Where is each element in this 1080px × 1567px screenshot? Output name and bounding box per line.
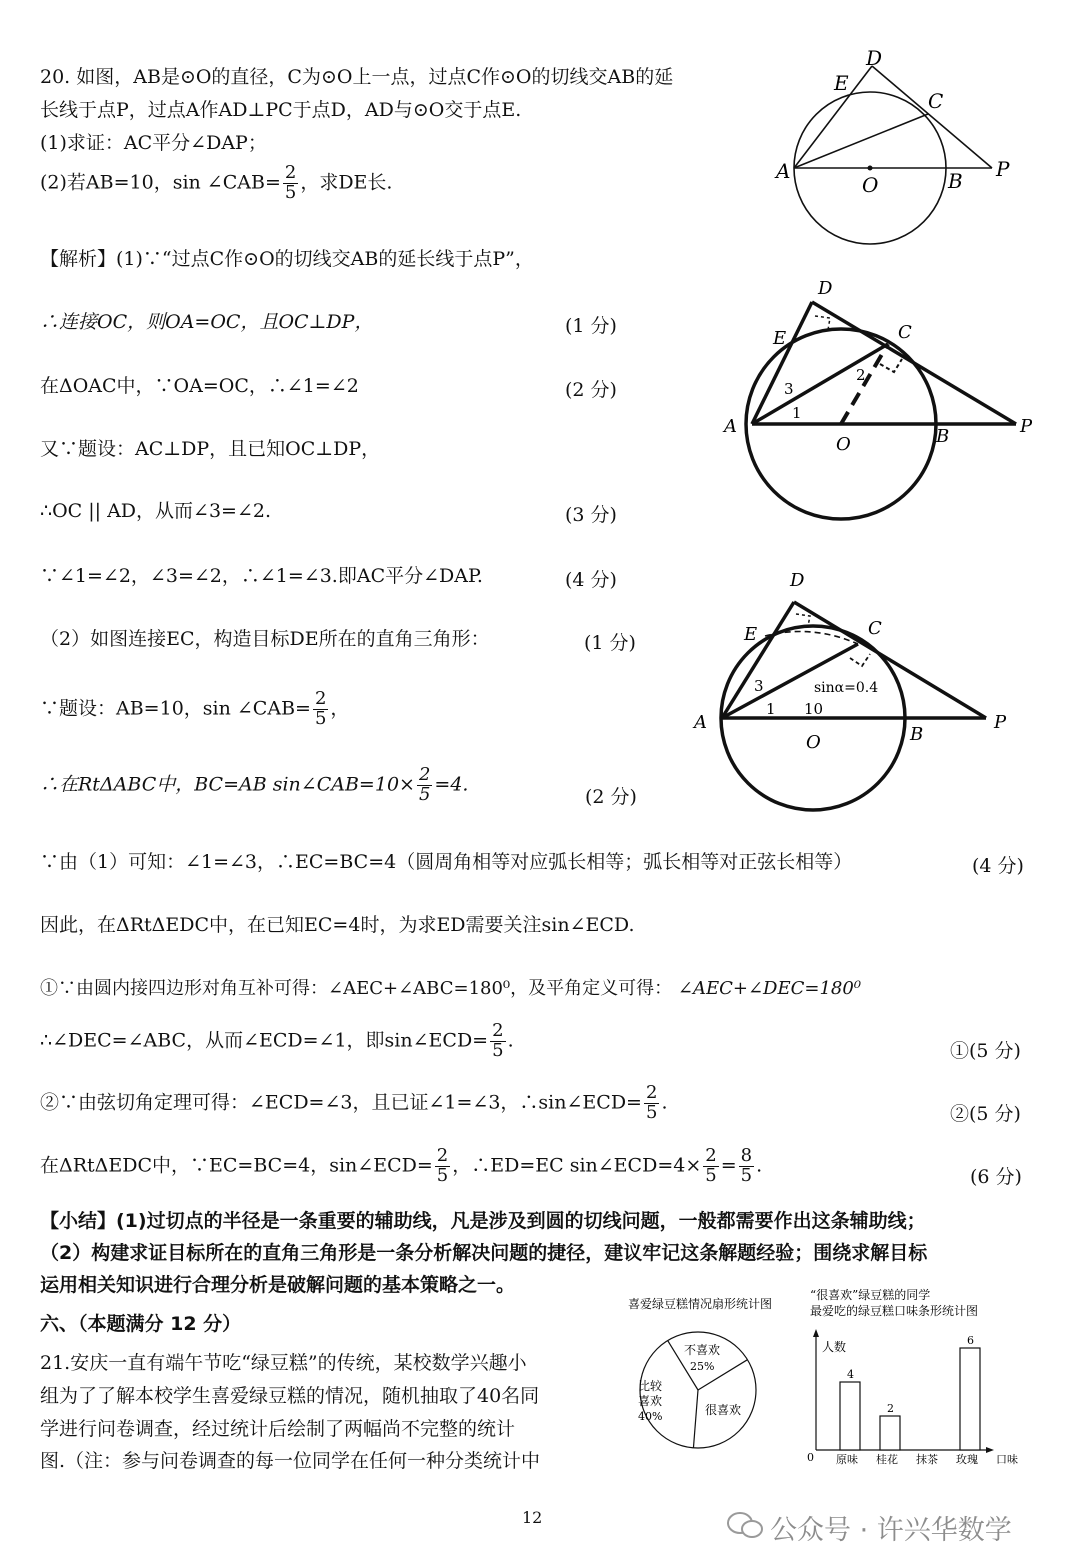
solution-line7: （2）如图连接EC，构造目标DE所在的直角三角形：: [40, 628, 490, 650]
solution-line6: ∵∠1=∠2，∠3=∠2，∴∠1=∠3.即AC平分∠DAP.: [40, 565, 483, 587]
length-10: 10: [804, 700, 824, 718]
summary-line2: （2）构建求证目标所在的直角三角形是一条分析解决问题的捷径，建议牢记这条解题经验；围绕求解目标: [40, 1242, 928, 1264]
fraction-2-5: [283, 164, 298, 203]
pie-label-like-a: 比较: [638, 1379, 663, 1393]
fraction-2-5: [435, 1147, 450, 1186]
l9-post: =4.: [434, 773, 469, 796]
angle-3: 3: [754, 677, 764, 695]
score-2: (2 分): [565, 379, 617, 401]
bar-桂花: [880, 1416, 900, 1450]
l15-a: 在ΔRtΔEDC中，∵EC=BC=4，sin∠ECD=: [40, 1154, 433, 1177]
label-a: A: [694, 712, 707, 733]
bar-value-label: 2: [887, 1402, 894, 1415]
bar-category-label: 原味: [836, 1453, 858, 1466]
problem-20-part2: [40, 164, 392, 203]
line-dp: [812, 302, 1016, 424]
frac-num: 2: [314, 688, 327, 709]
bar-chart: [800, 1285, 1036, 1485]
origin-label: 0: [807, 1451, 814, 1464]
fraction-2-5: [417, 766, 432, 805]
frac-den: 5: [418, 783, 431, 805]
problem-21-line4: 图.（注：参与问卷调查的每一位同学在任何一种分类统计中: [40, 1450, 541, 1472]
label-b: B: [936, 426, 950, 447]
solution-line9: [40, 766, 468, 805]
score-p2-1: (1 分): [584, 632, 636, 654]
pie-label-like-percent: 40%: [638, 1410, 663, 1423]
figure-circle-tangent-2: [718, 272, 1048, 522]
pie-label-like-b: 喜欢: [638, 1394, 663, 1408]
fraction-8-5: [739, 1147, 754, 1186]
label-e: E: [773, 328, 787, 349]
line-dp: [872, 66, 992, 168]
frac-num: 2: [436, 1145, 449, 1166]
watermark: 公众号 · 许兴华数学: [770, 1515, 1012, 1546]
frac-den: 5: [740, 1164, 753, 1186]
label-d: D: [790, 570, 805, 591]
solution-line14: [40, 1084, 667, 1123]
bar-title-line2: 最爱吃的绿豆糕口味条形统计图: [810, 1304, 979, 1318]
l8-post: ，: [330, 697, 350, 720]
frac-den: 5: [492, 1039, 504, 1061]
pie-label-dislike-percent: 25%: [690, 1360, 715, 1373]
score-p2-3: (4 分): [972, 855, 1024, 877]
l15-b: ，∴ED=EC sin∠ECD=4×: [452, 1154, 702, 1177]
l15-d: .: [756, 1154, 763, 1177]
page-number: 12: [522, 1508, 543, 1527]
solution-line4: 又∵题设：AC⊥DP，且已知OC⊥DP，: [40, 438, 381, 460]
angle-1: 1: [792, 404, 802, 422]
score-3: (3 分): [565, 504, 617, 526]
frac-num: 2: [284, 162, 297, 183]
bar-category-label: 桂花: [876, 1453, 898, 1466]
l12-a: ①∵由圆内接四边形对角互补可得：∠AEC+∠ABC=180⁰，及平角定义可得：: [40, 978, 673, 999]
frac-num: 2: [492, 1020, 504, 1041]
fraction-2-5: [313, 690, 328, 729]
section-6-heading: 六、（本题满分 12 分）: [40, 1313, 242, 1335]
label-o: O: [862, 173, 879, 197]
l8-pre: ∵题设：AB=10，sin ∠CAB=: [40, 697, 311, 720]
frac-num: 2: [418, 764, 431, 785]
bar-value-label: 6: [967, 1334, 974, 1347]
problem-21-line3: 学进行问卷调查，经过统计后绘制了两幅尚不完整的统计: [40, 1418, 516, 1440]
label-d: D: [818, 278, 833, 299]
solution-line3: 在ΔOAC中，∵OA=OC，∴∠1=∠2: [40, 375, 359, 397]
bar-value-label: 4: [847, 1368, 854, 1381]
frac-num: 2: [705, 1145, 717, 1166]
x-axis-label: 口味: [996, 1453, 1018, 1466]
figure-circle-tangent-1: [770, 48, 1020, 253]
problem-20-stem-line1: 20. 如图，AB是⊙O的直径，C为⊙O上一点，过点C作⊙O的切线交AB的延: [40, 66, 674, 88]
score-p2-4a: ①(5 分): [950, 1040, 1021, 1062]
label-a: A: [724, 416, 737, 437]
label-d: D: [866, 48, 883, 70]
problem-21-line2: 组为了了解本校学生喜爱绿豆糕的情况，随机抽取了40名同: [40, 1385, 540, 1407]
score-p2-4b: ②(5 分): [950, 1103, 1021, 1125]
point-o: [868, 166, 873, 171]
score-p2-5: (6 分): [970, 1166, 1022, 1188]
l13-pre: ∴∠DEC=∠ABC，从而∠ECD=∠1，即sin∠ECD=: [40, 1029, 489, 1052]
solution-line1: 【解析】(1)∵“过点C作⊙O的切线交AB的延长线于点P”，: [40, 248, 534, 270]
label-b: B: [910, 724, 924, 745]
angle-3: 3: [784, 380, 794, 398]
bar-玫瑰: [960, 1348, 980, 1450]
angle-1: 1: [766, 700, 776, 718]
problem-20-stem-line2: 长线于点P，过点A作AD⊥PC于点D，AD与⊙O交于点E.: [40, 99, 522, 121]
solution-line13: [40, 1022, 514, 1061]
solution-line10: ∵由（1）可知：∠1=∠3，∴EC=BC=4（圆周角相等对应弧长相等；弧长相等对正弦长相等）: [40, 851, 853, 873]
l15-c: =: [720, 1154, 737, 1177]
label-o: O: [836, 434, 851, 455]
score-1: (1 分): [565, 315, 617, 337]
y-axis-arrow: [813, 1329, 819, 1337]
bar-title-line1: “很喜欢”绿豆糕的同学: [810, 1288, 931, 1302]
label-e: E: [834, 71, 849, 95]
y-axis-label: 人数: [822, 1340, 847, 1354]
label-c: C: [868, 618, 882, 639]
x-axis-arrow: [986, 1447, 994, 1453]
bars: [836, 1334, 980, 1466]
label-c: C: [898, 322, 912, 343]
fraction-2-5: [703, 1147, 718, 1186]
pie-slice-boundary-1: [693, 1390, 698, 1448]
sin-alpha-label: sinα=0.4: [814, 680, 879, 696]
frac-num: 2: [645, 1082, 658, 1103]
angle-2: 2: [856, 366, 866, 384]
wechat-icon: [726, 1510, 766, 1540]
pie-label-love: 很喜欢: [705, 1403, 742, 1417]
frac-den: 5: [314, 707, 327, 729]
l12-b: ∠AEC+∠DEC=180⁰: [677, 978, 862, 999]
label-p: P: [994, 712, 1007, 733]
summary-line1: 【小结】(1)过切点的半径是一条重要的辅助线，凡是涉及到圆的切线问题，一般都需要作出这条辅助线；: [40, 1210, 926, 1232]
bar-category-label: 玫瑰: [956, 1453, 978, 1466]
l14-pre: ②∵由弦切角定理可得：∠ECD=∠3，且已证∠1=∠3，∴sin∠ECD=: [40, 1091, 642, 1114]
fraction-2-5: [644, 1084, 659, 1123]
part2-pre: (2)若AB=10，sin ∠CAB=: [40, 171, 281, 194]
l14-post: .: [661, 1091, 668, 1114]
label-o: O: [806, 732, 821, 753]
label-p: P: [996, 157, 1010, 181]
problem-21-line1: 21.安庆一直有端午节吃“绿豆糕”的传统，某校数学兴趣小: [40, 1352, 527, 1374]
label-a: A: [776, 159, 791, 183]
solution-line15: [40, 1147, 762, 1186]
line-ad: [722, 602, 794, 718]
right-angle-d: [815, 316, 830, 330]
label-p: P: [1020, 416, 1033, 437]
problem-20-part1: (1)求证：AC平分∠DAP；: [40, 132, 267, 154]
figure-circle-tangent-3: [690, 566, 1030, 822]
solution-line11: 因此，在ΔRtΔEDC中，在已知EC=4时，为求ED需要关注sin∠ECD.: [40, 914, 635, 936]
frac-num: 8: [740, 1145, 753, 1166]
frac-den: 5: [705, 1164, 717, 1186]
score-4: (4 分): [565, 569, 617, 591]
l13-post: .: [507, 1029, 514, 1052]
bar-原味: [840, 1382, 860, 1450]
solution-line8: [40, 690, 349, 729]
right-angle-d: [796, 614, 810, 626]
right-angle-c: [850, 654, 870, 666]
solution-line2: ∴连接OC，则OA=OC，且OC⊥DP，: [40, 311, 374, 333]
frac-den: 5: [284, 181, 297, 203]
pie-title: 喜爱绿豆糕情况扇形统计图: [628, 1297, 773, 1311]
solution-line12: [40, 978, 861, 1000]
score-p2-2: (2 分): [585, 786, 637, 808]
label-e: E: [744, 624, 758, 645]
solution-line5: ∴OC || AD，从而∠3=∠2.: [40, 500, 272, 522]
frac-den: 5: [436, 1164, 449, 1186]
part2-post: ，求DE长.: [300, 171, 393, 194]
label-c: C: [928, 89, 944, 113]
bar-category-label: 抹茶: [916, 1453, 938, 1466]
fraction-2-5: [490, 1022, 505, 1061]
summary-line3: 运用相关知识进行合理分析是破解问题的基本策略之一。: [40, 1274, 516, 1296]
pie-label-dislike: 不喜欢: [684, 1343, 721, 1357]
pie-chart: [618, 1290, 798, 1480]
l9-pre: ∴在RtΔABC中，BC=AB sin∠CAB=10×: [40, 773, 415, 796]
frac-den: 5: [645, 1101, 658, 1123]
right-angle-c: [880, 359, 902, 372]
label-b: B: [948, 169, 963, 193]
